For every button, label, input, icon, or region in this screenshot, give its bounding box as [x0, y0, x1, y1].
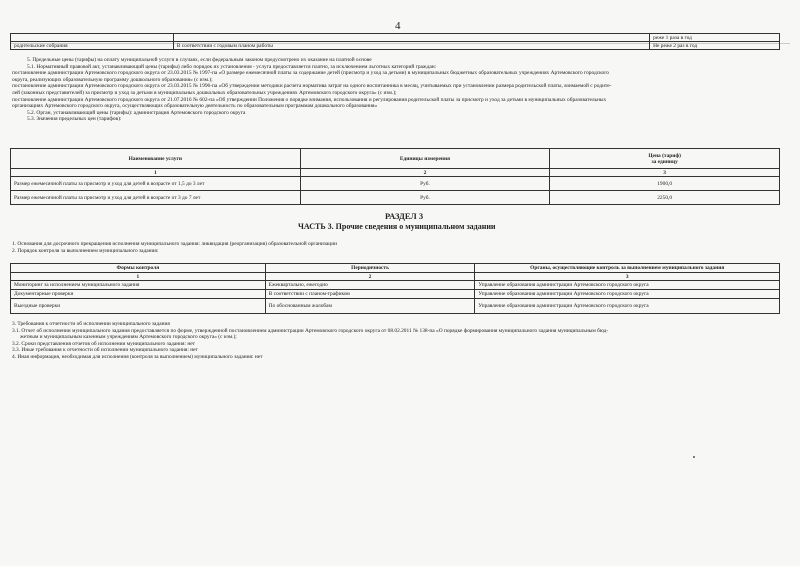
table-cell: Руб. [300, 191, 550, 205]
text-line: 2. Порядок контроля за выполнением муниципального задания: [12, 247, 159, 254]
table-cell: Управление образования администрации Артемовского городского округа [475, 281, 780, 290]
table-cell: В соответствии с планом-графиком [265, 290, 475, 299]
table-cell: родительские собрания [11, 42, 174, 50]
header-line: за единицу [651, 158, 678, 165]
table-cell: Выездные проверки [11, 299, 266, 314]
text-line: 5.2. Орган, устанавливающий цены (тарифы): администрация Артемовского городского округа [27, 109, 246, 116]
column-header: Единицы измерения [300, 149, 550, 169]
text-line: 4. Иная информация, необходимая для исполнения (контроля за выполнением) муниципального задания: нет [12, 353, 263, 360]
table-cell: Размер ежемесячной платы за присмотр и уход для детей в возрасте от 1,5 до 3 лет [11, 177, 301, 191]
table-cell [11, 34, 174, 42]
table-header-row [11, 264, 780, 273]
header-line: Цена (тариф) [648, 152, 681, 159]
table-cell: По обоснованным жалобам [265, 299, 475, 314]
text-line: округа, реализующих образовательную программу дошкольного образования» (с изм.); [12, 76, 213, 83]
table-row [11, 299, 780, 314]
table-cell: Руб. [300, 177, 550, 191]
reporting-requirements [12, 321, 608, 361]
text-line: постановление администрации Артемовского городского округа от 21.07.2016 № 602-па «Об утверждении Положения о порядке взимания, использования и регулирования родительской платы за присмотр и уход за детьми в муниципальных образовательных [12, 96, 607, 103]
table-cell: Документарные проверки [11, 290, 266, 299]
table-row [11, 281, 780, 290]
text-line: 3.3. Иные требования к отчетности об исполнении муниципального задания: нет [12, 347, 198, 354]
text-line: 5.3. Значения предельных цен (тарифов): [27, 116, 122, 123]
column-header: Органы, осуществляющие контроль за выполнением муниципального задания [475, 264, 780, 273]
continuation-table [10, 33, 780, 50]
table-row [11, 177, 780, 191]
table-cell: Мониторинг за исполнением муниципального задания [11, 281, 266, 290]
column-header: Формы контроля [11, 264, 266, 273]
table-cell: Ежеквартально, ежегодно [265, 281, 475, 290]
table-cell: Управление образования администрации Артемовского городского округа [475, 290, 780, 299]
text-line: 3.1. Отчет об исполнении муниципального задания предоставляется по форме, утвержденной постановлением администрации Артемовского городского округа от 08.02.2011 № 138-па «О порядке формирования муниципального задания муниципальным бюд- [12, 327, 609, 334]
scan-dot [693, 456, 695, 458]
table-num-row [11, 273, 780, 281]
table-header-row [11, 149, 780, 169]
text-line: 5.1. Нормативный правовой акт, устанавливающий цены (тарифы) либо порядок их установления - услуга предоставляется платно, за исключением льготных категорий граждан: [27, 63, 437, 70]
text-line: 5. Предельные цены (тарифы) на оплату муниципальной услуги в случаях, если федеральным законом предусмотрено их оказание на платной основе [27, 57, 372, 63]
text-line: постановление администрации Артемовского городского округа от 23.03.2015 № 1996-па «Об утверждении методики расчета норматива затрат на одного воспитанника в месяц, учитываемых при установлении размера родительской платы, взимаемой с родите- [12, 83, 612, 90]
table-cell: 2250,0 [550, 191, 780, 205]
column-header: Периодичность [265, 264, 475, 273]
table-cell: Не реже 2 раз в год [650, 42, 780, 50]
table-cell: Размер ежемесячной платы за присмотр и уход для детей в возрасте от 3 до 7 лет [11, 191, 301, 205]
part-title: ЧАСТЬ 3. Прочие сведения о муниципальном задании [298, 222, 496, 231]
table-row [11, 191, 780, 205]
page-number: 4 [395, 20, 401, 32]
text-line: постановление администрации Артемовского городского округа от 23.03.2015 № 1997-па «О размере ежемесячной платы за содержание детей (присмотр и уход за детьми) в муниципальных бюджетных образовательных учреждениях Артемовского городского [12, 70, 609, 77]
part-3-text [12, 241, 337, 254]
table-cell: Управление образования администрации Артемовского городского округа [475, 299, 780, 314]
section-5-text [12, 57, 612, 123]
control-table [10, 263, 780, 314]
column-number: 1 [11, 273, 266, 281]
text-line: организациях Артемовского городского округа, осуществляющих образовательную деятельность по образовательным программам дошкольного образования» [12, 103, 378, 110]
table-cell: реже 1 раза в год [650, 34, 780, 42]
text-line: 3.2. Сроки представления отчетов об исполнении муниципального задания: нет [12, 340, 195, 347]
column-number: 3 [475, 273, 780, 281]
table-row [11, 34, 780, 42]
column-number: 1 [11, 169, 301, 177]
column-number: 2 [300, 169, 550, 177]
text-line: жетным и муниципальным казенным учреждениям Артемовского городского округа» (с изм.); [20, 334, 237, 341]
price-table [10, 148, 780, 205]
section-heading: РАЗДЕЛ 3 [385, 211, 424, 221]
table-row [11, 290, 780, 299]
table-cell [173, 34, 649, 42]
table-cell: 1900,0 [550, 177, 780, 191]
table-row [11, 42, 780, 50]
text-line: 1. Основания для досрочного прекращения исполнения муниципального задания: ликвидация (реорганизация) образовательной организации [12, 241, 337, 247]
column-header: Наименование услуги [11, 149, 301, 169]
column-header [550, 149, 780, 169]
table-num-row [11, 169, 780, 177]
column-number: 3 [550, 169, 780, 177]
text-line: 3. Требования к отчетности об исполнении муниципального задания [12, 321, 170, 327]
text-line: лей (законных представителей) за присмотр и уход за детьми в муниципальных дошкольных образовательных учреждениях Артемовского городского округа» (с изм.); [12, 89, 397, 96]
table-cell: В соответствии с годовым планом работы [173, 42, 649, 50]
column-number: 2 [265, 273, 475, 281]
